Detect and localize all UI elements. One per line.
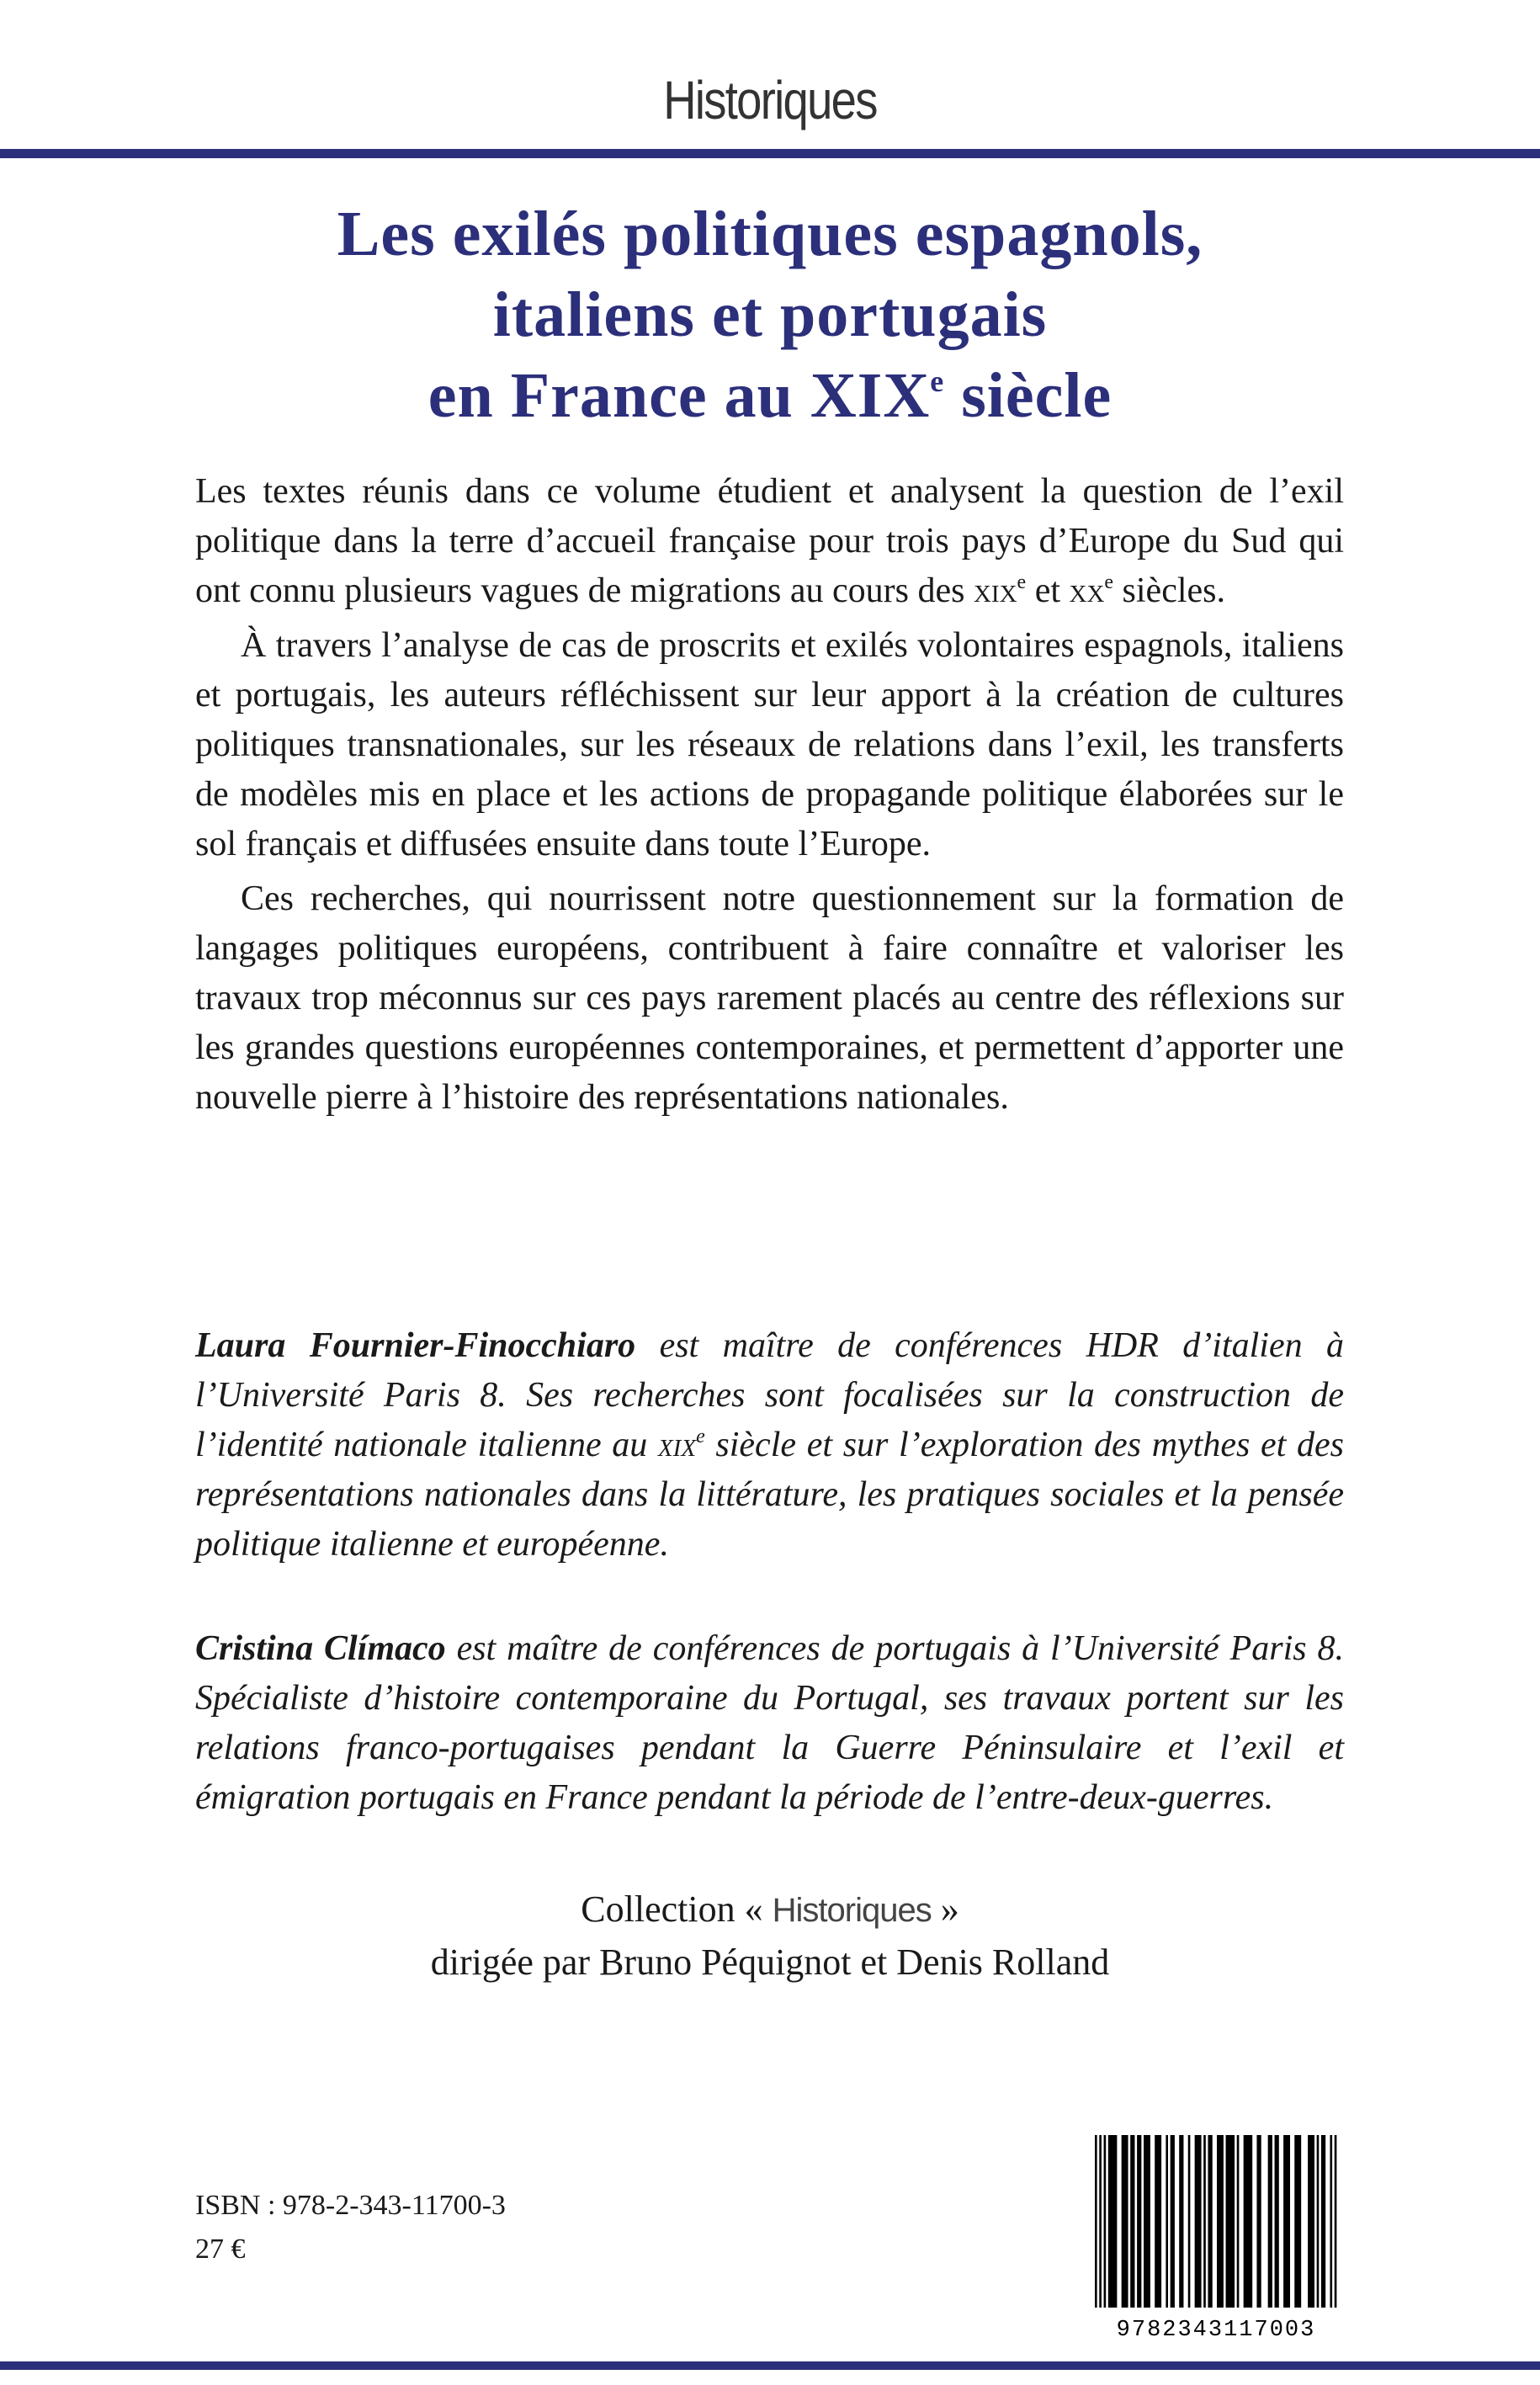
book-title [84,194,1456,436]
title-line-3: en France au XIXe siècle [427,360,1113,431]
barcode-bar [1188,2135,1191,2308]
collection-info [0,1883,1540,1989]
isbn: ISBN : 978-2-343-11700-3 [195,2190,506,2221]
collection-directors: dirigée par Bruno Péquignot et Denis Rolland [430,1941,1110,1983]
collection-line: Collection « Historiques » [581,1888,959,1930]
top-divider [0,149,1540,158]
title-line-2: italiens et portugais [492,279,1048,350]
barcode-bar [1095,2135,1097,2308]
barcode-bar [1203,2135,1206,2308]
author-bio-2: Cristina Clímaco est maître de conférences de portugais à l’Université Paris 8. Spécialiste d’histoire contemporaine du Portugal, ses travaux portent sur les relations franco-portugaises pendant la Guerre Péninsulaire et l’exil et émigration portugais en France pendant la période de l’entre-deux-guerres. [195,1629,1344,1817]
barcode-bar [1294,2135,1301,2308]
barcode-bar [1130,2135,1134,2308]
summary-paragraph-1: Les textes réunis dans ce volume étudient et analysent la question de l’exil politique dans la terre d’accueil française pour trois pays d’Europe du Sud qui ont connu plusieurs vagues de migrations au cours des xix$^e$ et $xx^e$ siècles. [195,472,1344,610]
book-summary [195,467,1344,1123]
barcode-bar [1195,2135,1202,2308]
barcode-bar [1122,2135,1128,2308]
barcode-bar [1155,2135,1161,2308]
summary-paragraph-2: À travers l’analyse de cas de proscrits et exilés volontaires espagnols, italiens et portugais, les auteurs réfléchissent sur leur apport à la création de cultures politiques transnationales, sur les réseaux de relations dans l’exil, les transferts de modèles mis en place et les actions de propagande politique élaborées sur le sol français et diffusées ensuite dans toute l’Europe. [195,626,1344,863]
barcode-bar [1330,2135,1332,2308]
author-bio-1: Laura Fournier-Finocchiaro est maître de conférences HDR d’italien à l’Université Paris 8. Ses recherches sont focalisées sur la construction de l’identité nationale italienne au xix$^e$ siècle et sur l’exploration des mythes et des représentations nationales dans la littérature, les pratiques sociales et la pensée politique italienne et européenne. [195,1326,1344,1564]
barcode-bar [1099,2135,1102,2308]
barcode [1088,2135,1345,2341]
barcode-bar [1217,2135,1224,2308]
barcode-bar [1244,2135,1253,2308]
barcode-bar [1275,2135,1279,2308]
author-name-1: Laura Fournier-Finocchiaro [195,1326,636,1365]
barcode-bar [1179,2135,1183,2308]
barcode-bar [1335,2135,1337,2308]
barcode-bar [1208,2135,1212,2308]
bottom-divider [0,2361,1540,2370]
series-label: Historiques [663,70,877,130]
barcode-bar [1308,2135,1314,2308]
barcode-digits: 9782343117003 [1116,2318,1316,2341]
barcode-bar [1321,2135,1325,2308]
author-name-2: Cristina Clímaco [195,1629,446,1668]
barcode-bar [1137,2135,1141,2308]
barcode-bar [1283,2135,1290,2308]
barcode-bar [1108,2135,1118,2308]
barcode-bar [1144,2135,1150,2308]
barcode-bar [1237,2135,1240,2308]
isbn-block [195,2184,506,2271]
barcode-bar [1226,2135,1235,2308]
price: 27 € [195,2234,246,2265]
barcode-bar [1104,2135,1107,2308]
barcode-bar [1268,2135,1272,2308]
barcode-bar [1166,2135,1168,2308]
barcode-bar [1171,2135,1175,2308]
summary-paragraph-3: Ces recherches, qui nourrissent notre questionnement sur la formation de langages politiques européens, contribuent à faire connaître et valoriser les travaux trop méconnus sur ces pays rarement placés au centre des réflexions sur les grandes questions européennes contemporaines, et permettent d’apporter une nouvelle pierre à l’histoire des représentations nationales. [195,879,1344,1117]
barcode-bar [1317,2135,1320,2308]
title-line-1: Les exilés politiques espagnols, [337,199,1203,269]
barcode-bar [1256,2135,1261,2308]
